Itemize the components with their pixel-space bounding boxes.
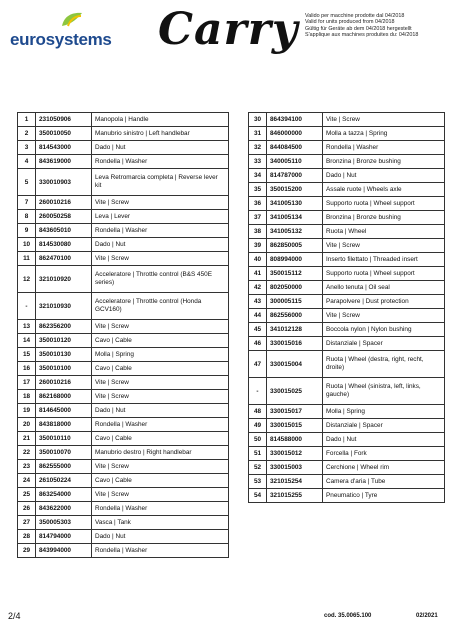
part-number: 20 [18,418,36,432]
part-number: 36 [249,197,267,211]
part-code: 330015015 [267,419,323,433]
part-number: 39 [249,239,267,253]
part-number: 49 [249,419,267,433]
part-code: 261050224 [36,474,92,488]
part-code: 321010930 [36,293,92,320]
logo-leaf-icon [58,10,84,28]
part-code: 808994000 [267,253,323,267]
part-number: 13 [18,320,36,334]
part-description: Leva | Lever [92,210,229,224]
part-number: 28 [18,530,36,544]
table-row [18,488,229,502]
part-number: 29 [18,544,36,558]
table-row [18,127,229,141]
part-number: 30 [249,113,267,127]
part-code: 802050000 [267,281,323,295]
part-number: 22 [18,446,36,460]
table-row [18,320,229,334]
table-row [249,378,445,405]
part-number: 9 [18,224,36,238]
table-row [249,211,445,225]
part-number: 44 [249,309,267,323]
part-description: Vite | Screw [323,239,445,253]
part-code: 350005303 [36,516,92,530]
part-number: 19 [18,404,36,418]
part-description: Molla | Spring [323,405,445,419]
part-code: 350010070 [36,446,92,460]
part-description: Ruota | Wheel (sinistra, left, links, gauche) [323,378,445,405]
part-code: 350010110 [36,432,92,446]
table-row [18,404,229,418]
part-description: Ruota | Wheel (destra, right, recht, droite) [323,351,445,378]
part-description: Ruota | Wheel [323,225,445,239]
table-row [18,252,229,266]
part-description: Vite | Screw [92,252,229,266]
part-number: 50 [249,433,267,447]
part-number: 2 [18,127,36,141]
part-number: 41 [249,267,267,281]
part-number: 46 [249,337,267,351]
table-row [249,461,445,475]
part-number: 54 [249,489,267,503]
part-number: 14 [18,334,36,348]
part-description: Vite | Screw [92,196,229,210]
part-number: 11 [18,252,36,266]
table-row [249,183,445,197]
part-code: 341005134 [267,211,323,225]
page-number: 2/4 [8,611,21,621]
part-number: 16 [18,362,36,376]
part-code: 350010050 [36,127,92,141]
part-number: 37 [249,211,267,225]
part-description: Cavo | Cable [92,334,229,348]
part-code: 814588000 [267,433,323,447]
part-code: 814530080 [36,238,92,252]
table-row [18,266,229,293]
part-code: 330015017 [267,405,323,419]
part-number: 24 [18,474,36,488]
part-description: Rondella | Washer [323,141,445,155]
table-row [249,433,445,447]
table-row [249,253,445,267]
part-description: Forcella | Fork [323,447,445,461]
part-description: Anello tenuta | Oil seal [323,281,445,295]
table-row [249,141,445,155]
part-code: 862555000 [36,460,92,474]
table-row [249,113,445,127]
table-row [249,239,445,253]
part-code: 350015112 [267,267,323,281]
table-row [249,489,445,503]
part-description: Dado | Nut [92,141,229,155]
table-row [249,405,445,419]
parts-table-right [248,112,445,503]
table-row [18,432,229,446]
table-row [249,447,445,461]
parts-table-left [17,112,229,558]
part-number: - [18,293,36,320]
part-description: Vite | Screw [323,309,445,323]
part-code: 330015004 [267,351,323,378]
part-description: Rondella | Washer [92,502,229,516]
part-description: Inserto filettato | Threaded insert [323,253,445,267]
part-code: 321015255 [267,489,323,503]
part-code: 330015016 [267,337,323,351]
validity-line: Gültig für Geräte ab dem 04/2018 hergestellt [305,25,412,32]
validity-line: Valido per macchine prodotte dal 04/2018 [305,13,405,19]
part-code: 350010100 [36,362,92,376]
part-code: 330015003 [267,461,323,475]
table-row [18,544,229,558]
table-row [18,210,229,224]
table-row [249,351,445,378]
table-row [249,155,445,169]
part-code: 350010120 [36,334,92,348]
part-description: Rondella | Washer [92,418,229,432]
part-description: Bronzina | Bronze bushing [323,211,445,225]
table-row [18,196,229,210]
part-description: Dado | Nut [92,404,229,418]
part-code: 862168000 [36,390,92,404]
part-code: 330010903 [36,169,92,196]
part-description: Vasca | Tank [92,516,229,530]
table-row [249,225,445,239]
table-row [249,281,445,295]
table-row [18,169,229,196]
part-code: 844084500 [267,141,323,155]
table-row [18,502,229,516]
part-description: Cavo | Cable [92,432,229,446]
table-row [249,419,445,433]
part-description: Assale ruote | Wheels axle [323,183,445,197]
part-code: 863254000 [36,488,92,502]
part-number: 52 [249,461,267,475]
validity-note [305,13,455,39]
part-code: 231050906 [36,113,92,127]
part-code: 260010216 [36,196,92,210]
document-date: 02/2021 [416,613,438,619]
part-number: 35 [249,183,267,197]
table-row [249,323,445,337]
part-code: 330015012 [267,447,323,461]
part-description: Dado | Nut [323,169,445,183]
part-number: 8 [18,210,36,224]
part-code: 814787000 [267,169,323,183]
part-number: 21 [18,432,36,446]
part-code: 862850005 [267,239,323,253]
part-number: 5 [18,169,36,196]
part-number: 45 [249,323,267,337]
part-number: 17 [18,376,36,390]
part-description: Bronzina | Bronze bushing [323,155,445,169]
part-number: 4 [18,155,36,169]
part-description: Manubrio sinistro | Left handlebar [92,127,229,141]
table-row [18,141,229,155]
table-row [249,197,445,211]
part-code: 843605010 [36,224,92,238]
table-row [249,337,445,351]
table-row [18,155,229,169]
brand-logo [10,10,140,50]
table-row [18,446,229,460]
part-number: 32 [249,141,267,155]
part-code: 862356200 [36,320,92,334]
table-row [18,460,229,474]
part-description: Vite | Screw [92,460,229,474]
part-code: 260050258 [36,210,92,224]
part-description: Rondella | Washer [92,224,229,238]
part-code: 260010216 [36,376,92,390]
part-number: 18 [18,390,36,404]
document-code: cod. 35.0065.100 [324,613,372,619]
part-number: 7 [18,196,36,210]
table-row [18,376,229,390]
part-code: 843818000 [36,418,92,432]
table-row [249,295,445,309]
part-description: Rondella | Washer [92,155,229,169]
part-code: 814645000 [36,404,92,418]
part-code: 300005115 [267,295,323,309]
part-description: Dado | Nut [323,433,445,447]
part-description: Cavo | Cable [92,362,229,376]
part-description: Vite | Screw [92,376,229,390]
part-description: Boccola nylon | Nylon bushing [323,323,445,337]
part-description: Dado | Nut [92,238,229,252]
table-row [249,475,445,489]
table-row [249,127,445,141]
table-row [249,309,445,323]
table-row [18,334,229,348]
part-number: 26 [18,502,36,516]
table-row [18,224,229,238]
part-code: 341005132 [267,225,323,239]
part-number: 43 [249,295,267,309]
part-code: 864394100 [267,113,323,127]
part-code: 814794000 [36,530,92,544]
part-number: - [249,378,267,405]
part-number: 42 [249,281,267,295]
part-code: 350015200 [267,183,323,197]
part-description: Vite | Screw [92,320,229,334]
part-description: Manopola | Handle [92,113,229,127]
part-number: 38 [249,225,267,239]
validity-line: Valid for units produced from 04/2018 [305,19,395,26]
part-code: 341005130 [267,197,323,211]
table-row [18,362,229,376]
part-description: Cavo | Cable [92,474,229,488]
part-description: Leva Retromarcia completa | Reverse lever kit [92,169,229,196]
part-number: 47 [249,351,267,378]
part-number: 31 [249,127,267,141]
part-number: 3 [18,141,36,155]
part-code: 843622000 [36,502,92,516]
part-code: 843619000 [36,155,92,169]
brand-name: eurosystems [10,30,112,49]
part-description: Supporto ruota | Wheel support [323,197,445,211]
part-number: 25 [18,488,36,502]
table-row [18,474,229,488]
part-description: Distanziale | Spacer [323,337,445,351]
part-code: 321010920 [36,266,92,293]
table-row [18,293,229,320]
part-code: 350010130 [36,348,92,362]
part-description: Distanziale | Spacer [323,419,445,433]
part-number: 51 [249,447,267,461]
part-number: 33 [249,155,267,169]
table-row [18,348,229,362]
table-row [18,530,229,544]
table-row [18,238,229,252]
part-number: 53 [249,475,267,489]
table-row [18,390,229,404]
part-description: Camera d'aria | Tube [323,475,445,489]
part-description: Molla | Spring [92,348,229,362]
part-number: 40 [249,253,267,267]
part-description: Acceleratore | Throttle control (B&S 450E series) [92,266,229,293]
part-description: Vite | Screw [92,390,229,404]
part-description: Rondella | Washer [92,544,229,558]
part-code: 843994000 [36,544,92,558]
table-row [18,418,229,432]
part-number: 48 [249,405,267,419]
part-code: 862470100 [36,252,92,266]
part-code: 341012128 [267,323,323,337]
part-number: 15 [18,348,36,362]
part-description: Acceleratore | Throttle control (Honda GCV160) [92,293,229,320]
part-description: Cerchione | Wheel rim [323,461,445,475]
validity-line: S'applique aux machines produites du: 04/2018 [305,32,419,39]
part-number: 23 [18,460,36,474]
part-description: Supporto ruota | Wheel support [323,267,445,281]
part-description: Vite | Screw [92,488,229,502]
part-description: Molla a tazza | Spring [323,127,445,141]
table-row [18,516,229,530]
part-description: Vite | Screw [323,113,445,127]
part-code: 340005110 [267,155,323,169]
model-title: Carry [158,4,299,55]
part-description: Parapolvere | Dust protection [323,295,445,309]
table-row [249,169,445,183]
part-code: 814543000 [36,141,92,155]
header [0,0,458,80]
part-number: 27 [18,516,36,530]
part-code: 846000000 [267,127,323,141]
part-number: 1 [18,113,36,127]
part-description: Manubrio destro | Right handlebar [92,446,229,460]
part-number: 10 [18,238,36,252]
table-row [18,113,229,127]
part-number: 12 [18,266,36,293]
part-description: Pneumatico | Tyre [323,489,445,503]
part-number: 34 [249,169,267,183]
part-code: 862556000 [267,309,323,323]
table-row [249,267,445,281]
part-code: 321015254 [267,475,323,489]
part-description: Dado | Nut [92,530,229,544]
part-code: 330015025 [267,378,323,405]
